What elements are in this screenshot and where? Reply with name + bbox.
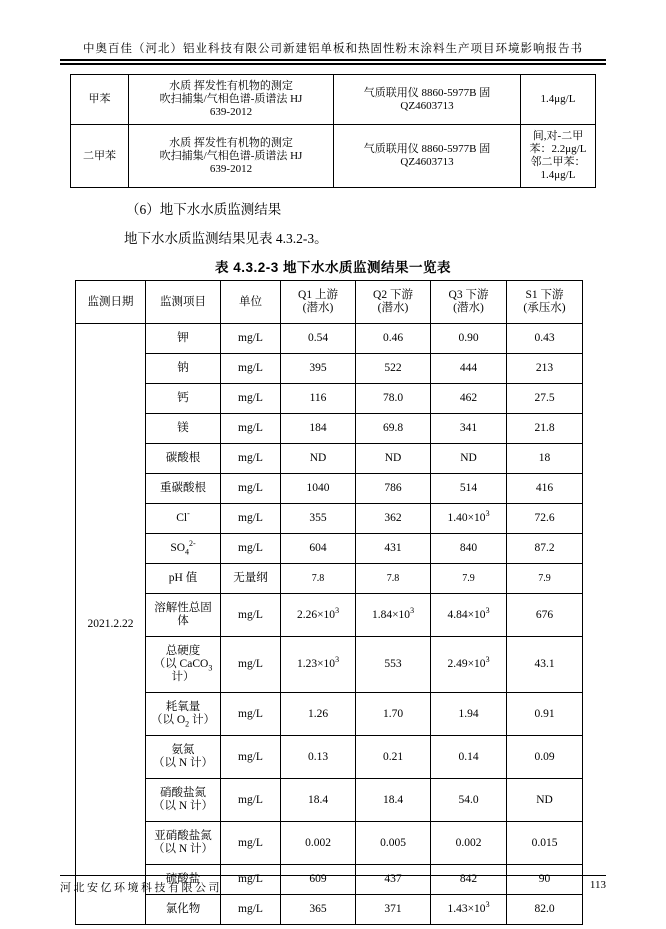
value-cell: 0.90 <box>431 324 507 354</box>
unit-cell: mg/L <box>221 865 281 895</box>
column-header: 监测日期 <box>76 281 146 324</box>
value-cell: 0.002 <box>431 822 507 865</box>
value-cell: $2.26\times 10^3$ <box>281 594 356 637</box>
item-cell: 碳酸根 <box>146 444 221 474</box>
value-cell: 0.21 <box>356 736 431 779</box>
item-cell: $SO_4^{2-}$ <box>146 534 221 564</box>
value-cell: 0.002 <box>281 822 356 865</box>
analysis-table-row <box>71 75 596 125</box>
item-cell: 重碳酸根 <box>146 474 221 504</box>
value-cell: 18.4 <box>281 779 356 822</box>
unit-cell: 无量纲 <box>221 564 281 594</box>
column-header: S1 下游 (承压水) <box>507 281 583 324</box>
instrument-cell: 气质联用仪 8860-5977B 固 QZ4603713 <box>334 125 521 188</box>
footer-company: 河北安亿环境科技有限公司 <box>60 882 222 894</box>
value-cell: 18.4 <box>356 779 431 822</box>
header-rule <box>60 59 606 65</box>
value-cell: 1.70 <box>356 693 431 736</box>
value-cell: 116 <box>281 384 356 414</box>
unit-cell: mg/L <box>221 354 281 384</box>
unit-cell: mg/L <box>221 384 281 414</box>
unit-cell: mg/L <box>221 779 281 822</box>
value-cell: 431 <box>356 534 431 564</box>
unit-cell: mg/L <box>221 895 281 925</box>
table-row <box>76 534 583 564</box>
item-cell: 钠 <box>146 354 221 384</box>
detection-limit-cell: 1.4μg/L <box>521 75 596 125</box>
table-row <box>76 736 583 779</box>
pollutant-name-cell: 二甲苯 <box>71 125 129 188</box>
value-cell: 184 <box>281 414 356 444</box>
table-row <box>76 594 583 637</box>
value-cell: 842 <box>431 865 507 895</box>
value-cell: ND <box>431 444 507 474</box>
value-cell: 1.26 <box>281 693 356 736</box>
value-cell: 522 <box>356 354 431 384</box>
header-title: 中奥百佳（河北）铝业科技有限公司新建铝单板和热固性粉末涂料生产项目环境影响报告书 <box>83 43 583 55</box>
item-cell: 硝酸盐氮 （以 N 计） <box>146 779 221 822</box>
value-cell: 82.0 <box>507 895 583 925</box>
table-row <box>76 354 583 384</box>
unit-cell: mg/L <box>221 504 281 534</box>
value-cell: 437 <box>356 865 431 895</box>
value-cell: 7.9 <box>431 564 507 594</box>
value-cell: 514 <box>431 474 507 504</box>
value-cell: ND <box>356 444 431 474</box>
unit-cell: mg/L <box>221 822 281 865</box>
item-cell: pH 值 <box>146 564 221 594</box>
value-cell: 553 <box>356 637 431 693</box>
value-cell: 395 <box>281 354 356 384</box>
value-cell: 43.1 <box>507 637 583 693</box>
detection-limit-cell: 间,对-二甲 苯：2.2μg/L 邻二甲苯： 1.4μg/L <box>521 125 596 188</box>
column-header: 单位 <box>221 281 281 324</box>
table-row <box>76 693 583 736</box>
table-row <box>76 822 583 865</box>
analysis-table-row <box>71 125 596 188</box>
value-cell: 78.0 <box>356 384 431 414</box>
unit-cell: mg/L <box>221 637 281 693</box>
column-header: Q2 下游 (潜水) <box>356 281 431 324</box>
value-cell: 341 <box>431 414 507 444</box>
value-cell: 21.8 <box>507 414 583 444</box>
value-cell: 7.8 <box>281 564 356 594</box>
top-table-body <box>71 75 596 188</box>
table-row <box>76 504 583 534</box>
intro-paragraph: 地下水水质监测结果见表 4.3.2-3。 <box>124 231 328 246</box>
value-cell: 0.09 <box>507 736 583 779</box>
page-content <box>60 0 606 925</box>
item-cell: 钾 <box>146 324 221 354</box>
value-cell: 0.46 <box>356 324 431 354</box>
column-header: Q3 下游 (潜水) <box>431 281 507 324</box>
unit-cell: mg/L <box>221 324 281 354</box>
unit-cell: mg/L <box>221 534 281 564</box>
method-cell: 水质 挥发性有机物的测定 吹扫捕集/气相色谱-质谱法 HJ 639-2012 <box>129 75 334 125</box>
value-cell: 72.6 <box>507 504 583 534</box>
value-cell: 0.14 <box>431 736 507 779</box>
item-cell: 氯化物 <box>146 895 221 925</box>
table-row <box>76 637 583 693</box>
item-cell: 镁 <box>146 414 221 444</box>
value-cell: 7.9 <box>507 564 583 594</box>
main-table-body <box>76 324 583 925</box>
value-cell: 0.015 <box>507 822 583 865</box>
unit-cell: mg/L <box>221 444 281 474</box>
value-cell: 1.94 <box>431 693 507 736</box>
value-cell: 0.43 <box>507 324 583 354</box>
table-row <box>76 779 583 822</box>
table-row <box>76 895 583 925</box>
value-cell: 213 <box>507 354 583 384</box>
item-cell: 总硬度 （以 CaCO$_3$ 计） <box>146 637 221 693</box>
instrument-cell: 气质联用仪 8860-5977B 固 QZ4603713 <box>334 75 521 125</box>
value-cell: ND <box>507 779 583 822</box>
value-cell: $1.43\times 10^3$ <box>431 895 507 925</box>
table-row <box>76 414 583 444</box>
table-row <box>76 324 583 354</box>
unit-cell: mg/L <box>221 414 281 444</box>
value-cell: 7.8 <box>356 564 431 594</box>
value-cell: $1.23\times 10^3$ <box>281 637 356 693</box>
value-cell: 0.13 <box>281 736 356 779</box>
value-cell: 355 <box>281 504 356 534</box>
item-cell: 耗氧量 （以 $O_2$ 计） <box>146 693 221 736</box>
unit-cell: mg/L <box>221 474 281 504</box>
value-cell: $1.84\times 10^3$ <box>356 594 431 637</box>
table-row <box>76 444 583 474</box>
main-table <box>75 280 583 925</box>
section-item-heading: （6）地下水水质监测结果 <box>126 202 282 217</box>
page-number: 113 <box>589 879 606 891</box>
item-cell: 亚硝酸盐氮 （以 N 计） <box>146 822 221 865</box>
page-footer <box>60 875 606 895</box>
value-cell: 416 <box>507 474 583 504</box>
main-table-title: 表 4.3.2-3 地下水水质监测结果一览表 <box>214 260 452 275</box>
value-cell: 18 <box>507 444 583 474</box>
value-cell: 0.91 <box>507 693 583 736</box>
table-row <box>76 384 583 414</box>
column-header: 监测项目 <box>146 281 221 324</box>
value-cell: 362 <box>356 504 431 534</box>
value-cell: 1040 <box>281 474 356 504</box>
value-cell: 444 <box>431 354 507 384</box>
value-cell: 27.5 <box>507 384 583 414</box>
pollutant-name-cell: 甲苯 <box>71 75 129 125</box>
item-cell: 溶解性总固 体 <box>146 594 221 637</box>
value-cell: 87.2 <box>507 534 583 564</box>
top-table <box>70 74 596 188</box>
item-cell: 硫酸盐 <box>146 865 221 895</box>
value-cell: 54.0 <box>431 779 507 822</box>
value-cell: $1.40\times 10^3$ <box>431 504 507 534</box>
value-cell: 69.8 <box>356 414 431 444</box>
value-cell: 462 <box>431 384 507 414</box>
value-cell: 365 <box>281 895 356 925</box>
value-cell: ND <box>281 444 356 474</box>
value-cell: 0.005 <box>356 822 431 865</box>
value-cell: 676 <box>507 594 583 637</box>
value-cell: 609 <box>281 865 356 895</box>
unit-cell: mg/L <box>221 736 281 779</box>
value-cell: 604 <box>281 534 356 564</box>
item-cell: 氨氮 （以 N 计） <box>146 736 221 779</box>
main-table-header-row <box>76 281 583 324</box>
method-cell: 水质 挥发性有机物的测定 吹扫捕集/气相色谱-质谱法 HJ 639-2012 <box>129 125 334 188</box>
value-cell: 840 <box>431 534 507 564</box>
value-cell: $4.84\times 10^3$ <box>431 594 507 637</box>
value-cell: 786 <box>356 474 431 504</box>
value-cell: 90 <box>507 865 583 895</box>
item-cell: 钙 <box>146 384 221 414</box>
value-cell: 371 <box>356 895 431 925</box>
unit-cell: mg/L <box>221 693 281 736</box>
unit-cell: mg/L <box>221 594 281 637</box>
monitor-date-cell: 2021.2.22 <box>76 324 146 925</box>
table-row <box>76 474 583 504</box>
table-row <box>76 564 583 594</box>
value-cell: $2.49\times 10^3$ <box>431 637 507 693</box>
value-cell: 0.54 <box>281 324 356 354</box>
column-header: Q1 上游 (潜水) <box>281 281 356 324</box>
item-cell: Cl- <box>146 504 221 534</box>
